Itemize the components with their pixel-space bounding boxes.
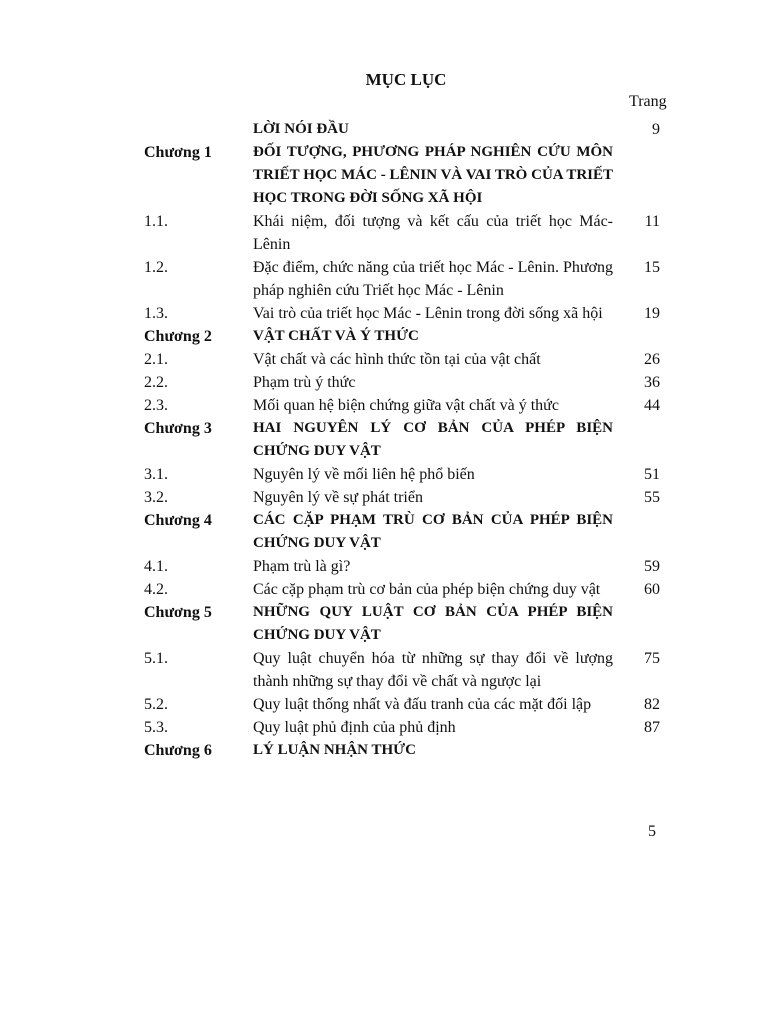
entry-page: 15 — [644, 259, 660, 276]
entry-page: 55 — [644, 489, 660, 506]
entry-title: Các cặp phạm trù cơ bản của phép biện chứng duy vật — [253, 581, 601, 598]
entry-page: 36 — [644, 374, 660, 391]
toc-entry-chapter-6 — [0, 739, 768, 762]
entry-title: VẬT CHẤT VÀ Ý THỨC — [253, 328, 419, 344]
toc-entry-chapter-3 — [0, 417, 768, 463]
entry-number: Chương 4 — [144, 512, 212, 529]
entry-title: LÝ LUẬN NHẬN THỨC — [253, 742, 416, 758]
entry-title: Nguyên lý về mối liên hệ phổ biến — [253, 466, 475, 483]
toc-entry-5-2 — [0, 693, 768, 716]
entry-number: 5.1. — [144, 650, 168, 667]
entry-page: 9 — [652, 121, 660, 138]
entry-number: Chương 6 — [144, 742, 212, 759]
entry-number: Chương 3 — [144, 420, 212, 437]
toc-entry-chapter-1 — [0, 141, 768, 210]
entry-title: Vật chất và các hình thức tồn tại của vật chất — [253, 351, 541, 368]
page-column-header: Trang — [629, 93, 667, 110]
entry-title: Khái niệm, đối tượng và kết cấu của triết học Mác-Lênin — [253, 213, 613, 253]
entry-number: 2.3. — [144, 397, 168, 414]
entry-number: 1.1. — [144, 213, 168, 230]
entry-title: LỜI NÓI ĐẦU — [253, 121, 349, 137]
entry-page: 19 — [644, 305, 660, 322]
toc-title: MỤC LỤC — [365, 70, 447, 89]
entry-page: 26 — [644, 351, 660, 368]
entry-title: Đặc điểm, chức năng của triết học Mác - Lênin. Phương pháp nghiên cứu Triết học Mác - Lênin — [253, 259, 613, 299]
entry-title: Quy luật thống nhất và đấu tranh của các mặt đối lập — [253, 696, 592, 713]
entry-number: 2.1. — [144, 351, 168, 368]
entry-page: 87 — [644, 719, 660, 736]
entry-title: NHỮNG QUY LUẬT CƠ BẢN CỦA PHÉP BIỆN CHỨNG DUY VẬT — [253, 604, 613, 643]
entry-title: Phạm trù ý thức — [253, 374, 356, 391]
entry-page: 82 — [644, 696, 660, 713]
entry-number: Chương 5 — [144, 604, 212, 621]
entry-title: Quy luật phủ định của phủ định — [253, 719, 456, 736]
toc-entry-3-2 — [0, 486, 768, 509]
entry-title: ĐỐI TƯỢNG, PHƯƠNG PHÁP NGHIÊN CỨU MÔN TRIẾT HỌC MÁC - LÊNIN VÀ VAI TRÒ CỦA TRIẾT HỌC TRONG ĐỜI SỐNG XÃ HỘI — [253, 144, 613, 206]
toc-entry-chapter-5 — [0, 601, 768, 647]
entry-page: 60 — [644, 581, 660, 598]
entry-page: 75 — [644, 650, 660, 667]
toc-entry-chapter-2 — [0, 325, 768, 348]
entry-number: 5.3. — [144, 719, 168, 736]
entry-number: 1.2. — [144, 259, 168, 276]
toc-entry-2-3 — [0, 394, 768, 417]
toc-entry-1-2 — [0, 256, 768, 302]
table-of-contents — [0, 118, 768, 762]
entry-page: 51 — [644, 466, 660, 483]
entry-page: 44 — [644, 397, 660, 414]
entry-number: 3.1. — [144, 466, 168, 483]
entry-number: 3.2. — [144, 489, 168, 506]
entry-number: 1.3. — [144, 305, 168, 322]
entry-title: Phạm trù là gì? — [253, 558, 351, 575]
entry-page: 59 — [644, 558, 660, 575]
entry-number: 4.1. — [144, 558, 168, 575]
entry-title: CÁC CẶP PHẠM TRÙ CƠ BẢN CỦA PHÉP BIỆN CHỨNG DUY VẬT — [253, 512, 613, 551]
page-number: 5 — [648, 823, 656, 840]
entry-title: Nguyên lý về sự phát triển — [253, 489, 423, 506]
entry-number: Chương 2 — [144, 328, 212, 345]
toc-entry-2-1 — [0, 348, 768, 371]
toc-entry-foreword — [0, 118, 768, 141]
entry-page: 11 — [644, 213, 660, 230]
toc-entry-chapter-4 — [0, 509, 768, 555]
entry-title: Vai trò của triết học Mác - Lênin trong đời sống xã hội — [253, 305, 603, 322]
entry-number: 4.2. — [144, 581, 168, 598]
toc-entry-1-3 — [0, 302, 768, 325]
toc-entry-3-1 — [0, 463, 768, 486]
entry-title: Mối quan hệ biện chứng giữa vật chất và ý thức — [253, 397, 559, 414]
entry-number: Chương 1 — [144, 144, 212, 161]
toc-entry-1-1 — [0, 210, 768, 256]
toc-entry-2-2 — [0, 371, 768, 394]
toc-entry-5-3 — [0, 716, 768, 739]
entry-number: 2.2. — [144, 374, 168, 391]
entry-number: 5.2. — [144, 696, 168, 713]
toc-entry-4-2 — [0, 578, 768, 601]
toc-entry-5-1 — [0, 647, 768, 693]
toc-entry-4-1 — [0, 555, 768, 578]
entry-title: HAI NGUYÊN LÝ CƠ BẢN CỦA PHÉP BIỆN CHỨNG DUY VẬT — [253, 420, 613, 459]
entry-title: Quy luật chuyển hóa từ những sự thay đổi về lượng thành những sự thay đổi về chất và ngược lại — [253, 650, 613, 690]
